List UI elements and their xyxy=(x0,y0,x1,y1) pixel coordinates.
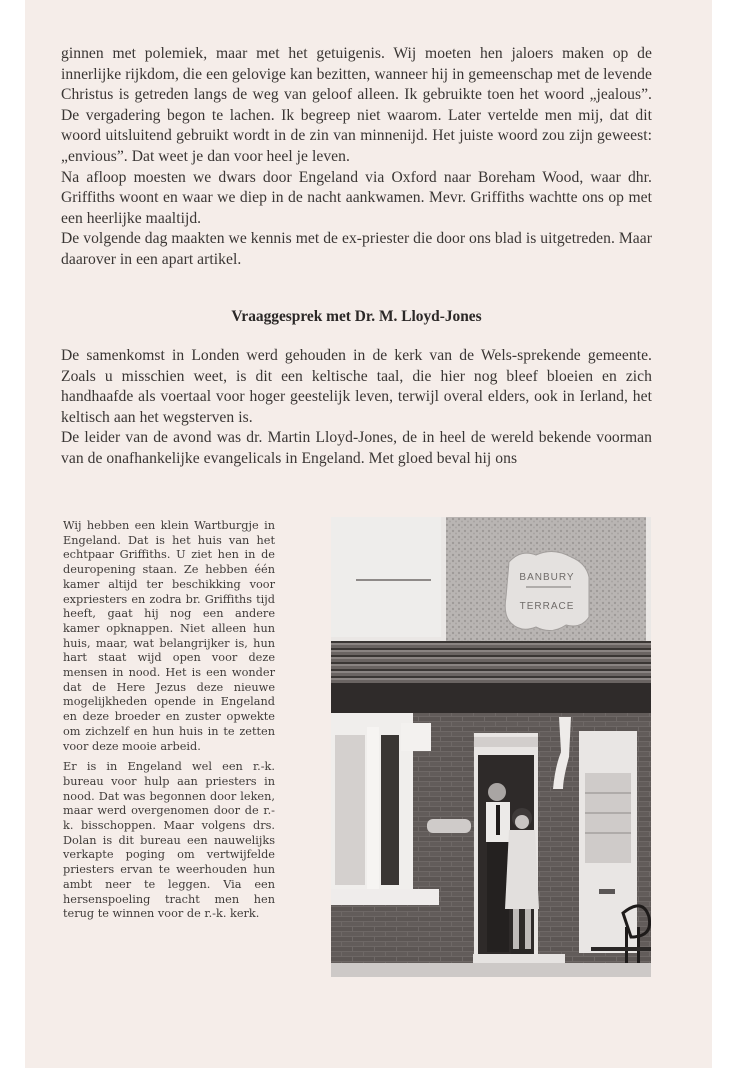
paragraph: Na afloop moesten we dwars door Engeland via Oxford naar Boreham Wood, waar dhr. Griffiths woont en waar we diep in de nacht aankwamen. Mevr. Griffiths wachtte ons op met een heerlijke maaltijd. xyxy=(61,168,652,227)
paragraph: De volgende dag maakten we kennis met de ex-priester die door ons blad is uitgetreden. Maar daarover in een apart artikel. xyxy=(61,230,652,268)
caption-paragraph: Er is in Engeland wel een r.-k. bureau voor hulp aan priesters in nood. Dat was begonnen door leken, maar werd overgenomen door de r.-k. bisschoppen. Maar volgens drs. Dolan is dit bureau een nauwelijks verkapte poging om vertwijfelde priesters ervan te weerhouden hun ambt neer te leggen. Via een hersenspoeling tracht men hen terug te winnen voor de r.-k. kerk. xyxy=(63,760,275,921)
paragraph: De leider van de avond was dr. Martin Lloyd-Jones, de in heel de wereld bekende voorman van de onafhankelijke evangelicals in Engeland. Met gloed beval hij ons xyxy=(61,429,652,467)
svg-text:TERRACE: TERRACE xyxy=(519,601,575,612)
section-heading: Vraaggesprek met Dr. M. Lloyd-Jones xyxy=(231,308,482,325)
caption-paragraph: Wij hebben een klein Wartburgje in Engeland. Dat is het huis van het echtpaar Griffiths. U ziet hen in de deuropening staan. Ze hebben één kamer altijd ter beschikking voor expriesters en zodra br. Griffiths tijd heeft, gaat hij nog een andere kamer opknappen. Niet alleen hun huis, maar, wat belangrijker is, hun hart staat wijd open voor deze mensen in nood. Het is een wonder dat de Here Jezus deze nieuwe mogelijkheden opende in Engeland en deze broeder en zuster opwekte om zichzelf en hun huis in te zetten voor deze mooie arbeid. xyxy=(63,519,275,753)
paragraph: ginnen met polemiek, maar met het getuigenis. Wij moeten hen jaloers maken op de innerlijke rijkdom, die een gelovige kan bezitten, wanneer hij in gemeenschap met de levende Christus is getreden langs de weg van geloof alleen. Ik gebruikte toen het woord „jealous”. De vergadering begon te lachen. Ik begreep niet waarom. Later vertelde men mij, dat dit woord uitsluitend gebruikt wordt in de zin van minnenijd. Het juiste woord zou zijn geweest: „envious”. Dat weet je dan voor heel je leven. xyxy=(61,45,652,165)
house-photograph xyxy=(331,517,651,977)
section-text-block xyxy=(61,346,652,470)
svg-text:BANBURY: BANBURY xyxy=(519,572,575,583)
intro-text-block xyxy=(61,44,652,271)
photo-caption xyxy=(63,519,275,928)
paragraph: De samenkomst in Londen werd gehouden in de kerk van de Wels-sprekende gemeente. Zoals u misschien weet, is dit een keltische taal, die hier nog bleef bloeien en zich handhaafde als voertaal voor hoger geestelijk leven, terwijl overal elders, ook in Ierland, het keltisch aan het wegsterven is. xyxy=(61,347,652,426)
